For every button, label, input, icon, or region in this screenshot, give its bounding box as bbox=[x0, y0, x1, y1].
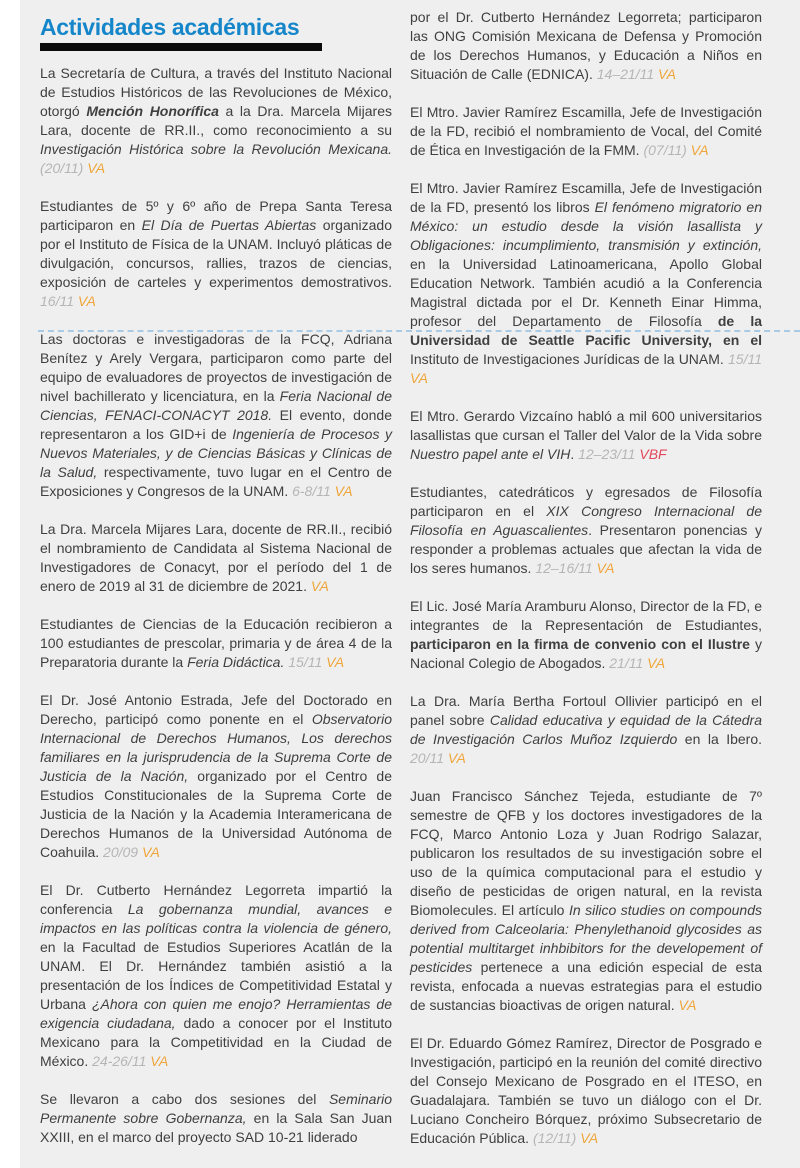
text-segment: ¿Ahora con quien me enojo? Herramientas de exigencia ciudadana, bbox=[40, 996, 392, 1031]
date-stamp: 12–16/11 bbox=[535, 560, 597, 576]
paragraph bbox=[410, 8, 762, 84]
source-tag: VA bbox=[580, 1130, 599, 1146]
paragraph bbox=[40, 881, 392, 1071]
source-tag: VA bbox=[150, 1053, 169, 1069]
text-segment: Feria Didáctica. bbox=[187, 654, 285, 670]
text-segment: Estudiantes de Ciencias de la Educación recibieron a 100 estudiantes de prescolar, primaria y de área 4 de la Preparatoria durante la bbox=[40, 616, 392, 670]
paragraph bbox=[410, 103, 762, 160]
source-tag: VA bbox=[596, 560, 615, 576]
text-segment: en la Sala San Juan XXIII, en el marco del proyecto SAD 10-21 liderado bbox=[40, 1110, 392, 1145]
paragraph bbox=[410, 483, 762, 578]
text-segment: Calidad educativa y equidad de la Cátedra de Investigación Carlos Muñoz Izquierdo bbox=[410, 712, 762, 747]
text-segment: organizado por el Centro de Estudios Constitucionales de la Suprema Corte de Justicia de la Nación y la Academia Interamericana de Derechos Humanos de la Universidad Autónoma de Coahuila. bbox=[40, 768, 392, 860]
date-stamp: 15/11 bbox=[288, 654, 327, 670]
date-stamp: 21/11 bbox=[609, 655, 648, 671]
text-segment: El Dr. José Antonio Estrada, Jefe del Doctorado en Derecho, participó como ponente en el bbox=[40, 692, 392, 727]
text-segment: La Dra. María Bertha Fortoul Ollivier participó en el panel sobre bbox=[410, 693, 762, 728]
text-segment: Instituto de Investigaciones Jurídicas de la UNAM. bbox=[410, 351, 728, 367]
text-segment: . bbox=[570, 446, 579, 462]
source-tag: VA bbox=[410, 370, 428, 386]
text-segment: Las doctoras e investigadoras de la FCQ, Adriana Benítez y Arely Vergara, participaron como parte del equipo de evaluadores de proyectos de investigación de nivel bachillerato y licenciatura, en la bbox=[40, 331, 392, 404]
date-stamp: 20/11 bbox=[410, 750, 448, 766]
text-segment: en la Universidad Latinoamericana, Apollo Global Education Network. También acudió a la Conferencia Magistral dictada por el Dr. Kenneth Einar Himma, profesor del Departamento de Filosofía bbox=[410, 256, 762, 329]
text-segment: y Nacional Colegio de Abogados. bbox=[410, 636, 763, 671]
date-stamp: 24-26/11 bbox=[92, 1053, 151, 1069]
text-segment: respectivamente, tuvo lugar en el Centro de Exposiciones y Congresos de la UNAM. bbox=[40, 464, 392, 499]
source-tag: VA bbox=[87, 160, 106, 176]
text-segment: El Mtro. Gerardo Vizcaíno habló a mil 600 universitarios lasallistas que cursan el Taller del Valor de la Vida sobre bbox=[410, 408, 762, 443]
paragraph bbox=[40, 330, 392, 501]
section-title: Actividades académicas bbox=[40, 14, 300, 40]
text-segment: La Dra. Marcela Mijares Lara, docente de RR.II., recibió el nombramiento de Candidata al Sistema Nacional de Investigadores de Conacyt, por el período del 1 de enero de 2019 al 31 de diciembre de 2021. bbox=[40, 521, 392, 594]
source-tag: VA bbox=[77, 293, 96, 309]
text-segment: . Presentaron ponencias y responder a problemas actuales que afectan la vida de los seres humanos. bbox=[410, 522, 762, 576]
paragraph bbox=[40, 615, 392, 672]
source-tag: VA bbox=[678, 997, 697, 1013]
content-area bbox=[40, 0, 762, 1167]
date-stamp: (20/11) bbox=[40, 160, 88, 176]
text-segment: Investigación Histórica sobre la Revolución Mexicana. bbox=[40, 141, 392, 157]
title-underline-rule bbox=[40, 43, 322, 51]
column-right bbox=[410, 8, 762, 1167]
date-stamp: 20/09 bbox=[103, 844, 142, 860]
text-segment: Estudiantes de 5º y 6º año de Prepa Santa Teresa participaron en bbox=[40, 198, 392, 233]
text-segment: dado a conocer por el Instituto Mexicano para la Competitividad en la Ciudad de México. bbox=[40, 1015, 392, 1069]
text-segment: pertenece a una edición especial de esta revista, enfocada a nuevas estrategias para el estudio de sustancias bioactivas de origen natural. bbox=[410, 959, 762, 1013]
paragraph bbox=[40, 520, 392, 596]
date-stamp: (12/11) bbox=[532, 1130, 581, 1146]
source-tag: VA bbox=[310, 578, 329, 594]
page-left-margin bbox=[0, 0, 20, 1168]
source-tag: VA bbox=[141, 844, 160, 860]
source-tag: VA bbox=[326, 654, 345, 670]
text-segment: en la Facultad de Estudios Superiores Acatlán de la UNAM. El Dr. Hernández también asistió a la presentación de los Índices de Competitividad Estatal y Urbana bbox=[40, 939, 392, 1012]
source-tag: VA bbox=[690, 142, 709, 158]
text-segment: El Mtro. Javier Ramírez Escamilla, Jefe de Investigación de la FD, presentó los libros bbox=[410, 180, 762, 215]
paragraph bbox=[410, 597, 762, 673]
text-segment: Observatorio Internacional de Derechos Humanos, Los derechos familiares en la jurisprudencia de la Suprema Corte de Justicia de la Nación, bbox=[40, 711, 392, 784]
date-stamp: 12–23/11 bbox=[578, 446, 640, 462]
text-segment: El Dr. Eduardo Gómez Ramírez, Director de Posgrado e Investigación, participó en la reunión del comité directivo del Consejo Mexicano de Posgrado en el ITESO, en Guadalajara. También se tuvo un diálogo con el Dr. Luciano Concheiro Bórquez, próximo Subsecretario de Educación Pública. bbox=[410, 1035, 762, 1146]
text-segment: El Mtro. Javier Ramírez Escamilla, Jefe de Investigación de la FD, recibió el nombramiento de Vocal, del Comité de Ética en Investigación de la FMM. bbox=[410, 104, 762, 158]
text-segment: Seminario Permanente sobre Gobernanza, bbox=[40, 1091, 392, 1126]
text-segment: XIX Congreso Internacional de Filosofía en Aguascalientes bbox=[410, 503, 762, 538]
text-segment: El Lic. José María Aramburu Alonso, Director de la FD, e integrantes de la Representación de Estudiantes, bbox=[410, 598, 762, 633]
text-segment: El Dr. Cutberto Hernández Legorreta impartió la conferencia bbox=[40, 882, 392, 917]
paragraph bbox=[410, 179, 762, 388]
date-stamp: 6-8/11 bbox=[292, 483, 335, 499]
source-tag: VA bbox=[334, 483, 353, 499]
text-segment: El fenómeno migratorio en México: un estudio desde la visión lasallista y Obligaciones: incumplimiento, transmisión y extinción, bbox=[410, 199, 762, 253]
text-segment: a la Dra. Marcela Mijares Lara, docente de RR.II., como reconocimiento a su bbox=[40, 103, 392, 138]
text-segment: Mención Honorífica bbox=[86, 103, 219, 119]
paragraph bbox=[410, 787, 762, 1015]
text-segment: Feria Nacional de Ciencias, FENACI-CONACYT 2018. bbox=[40, 388, 392, 423]
text-segment: en la Ibero. bbox=[677, 731, 763, 747]
text-segment: Ingeniería de Procesos y Nuevos Materiales, y de Ciencias Básicas y Clínicas de la Salud, bbox=[40, 426, 392, 480]
date-stamp: 14–21/11 bbox=[596, 66, 658, 82]
date-stamp: 15/11 bbox=[728, 351, 762, 367]
column-left bbox=[40, 8, 392, 1167]
date-stamp: 16/11 bbox=[40, 293, 78, 309]
text-segment: participaron en la firma de convenio con el Ilustre bbox=[410, 636, 750, 652]
paragraph bbox=[40, 691, 392, 862]
text-segment: organizado por el Instituto de Física de la UNAM. Incluyó pláticas de divulgación, concursos, rallies, trazos de ciencias, exposición de carteles y experimentos demostrativos. bbox=[40, 217, 392, 290]
paragraph bbox=[40, 64, 392, 178]
text-segment: por el Dr. Cutberto Hernández Legorreta; participaron las ONG Comisión Mexicana de Defensa y Promoción de los Derechos Humanos, y Educación a Niños en Situación de Calle (EDNICA). bbox=[410, 9, 762, 82]
source-tag: VA bbox=[658, 66, 676, 82]
text-segment: La Secretaría de Cultura, a través del Instituto Nacional de Estudios Históricos de las Revoluciones de México, otorgó bbox=[40, 65, 392, 119]
text-segment: In silico studies on compounds derived from Calceolaria: Phenylethanoid glycosides as potential multitarget inhbibitors for the developement of pesticides bbox=[410, 902, 762, 975]
source-tag: VA bbox=[447, 750, 466, 766]
paragraph bbox=[40, 197, 392, 311]
text-segment: El evento, donde representaron a los GID+i de bbox=[40, 407, 392, 442]
paragraph bbox=[410, 1034, 762, 1148]
source-tag: VBF bbox=[639, 446, 667, 462]
text-segment: Nuestro papel ante el VIH bbox=[410, 446, 571, 462]
paragraph bbox=[410, 692, 762, 768]
paragraph bbox=[40, 1090, 392, 1147]
paragraph bbox=[410, 407, 762, 464]
date-stamp: (07/11) bbox=[643, 142, 691, 158]
text-segment: de la Universidad de Seattle Pacific University, en el bbox=[410, 313, 762, 348]
source-tag: VA bbox=[647, 655, 666, 671]
text-segment: La gobernanza mundial, avances e impactos en las políticas contra la violencia de género, bbox=[40, 901, 392, 936]
text-segment: Juan Francisco Sánchez Tejeda, estudiante de 7º semestre de QFB y los doctores investigadores de la FCQ, Marco Antonio Loza y Juan Rodrigo Salazar, publicaron los resultados de su investigación sobre el uso de la química computacional para el estudio y diseño de pesticidas de origen natural, en la revista Biomolecules. El artículo bbox=[410, 788, 762, 918]
section-header bbox=[40, 14, 322, 51]
text-segment: Se llevaron a cabo dos sesiones del bbox=[40, 1091, 329, 1107]
text-segment: El Día de Puertas Abiertas bbox=[141, 217, 317, 233]
text-segment: Estudiantes, catedráticos y egresados de Filosofía participaron en el bbox=[410, 484, 762, 519]
